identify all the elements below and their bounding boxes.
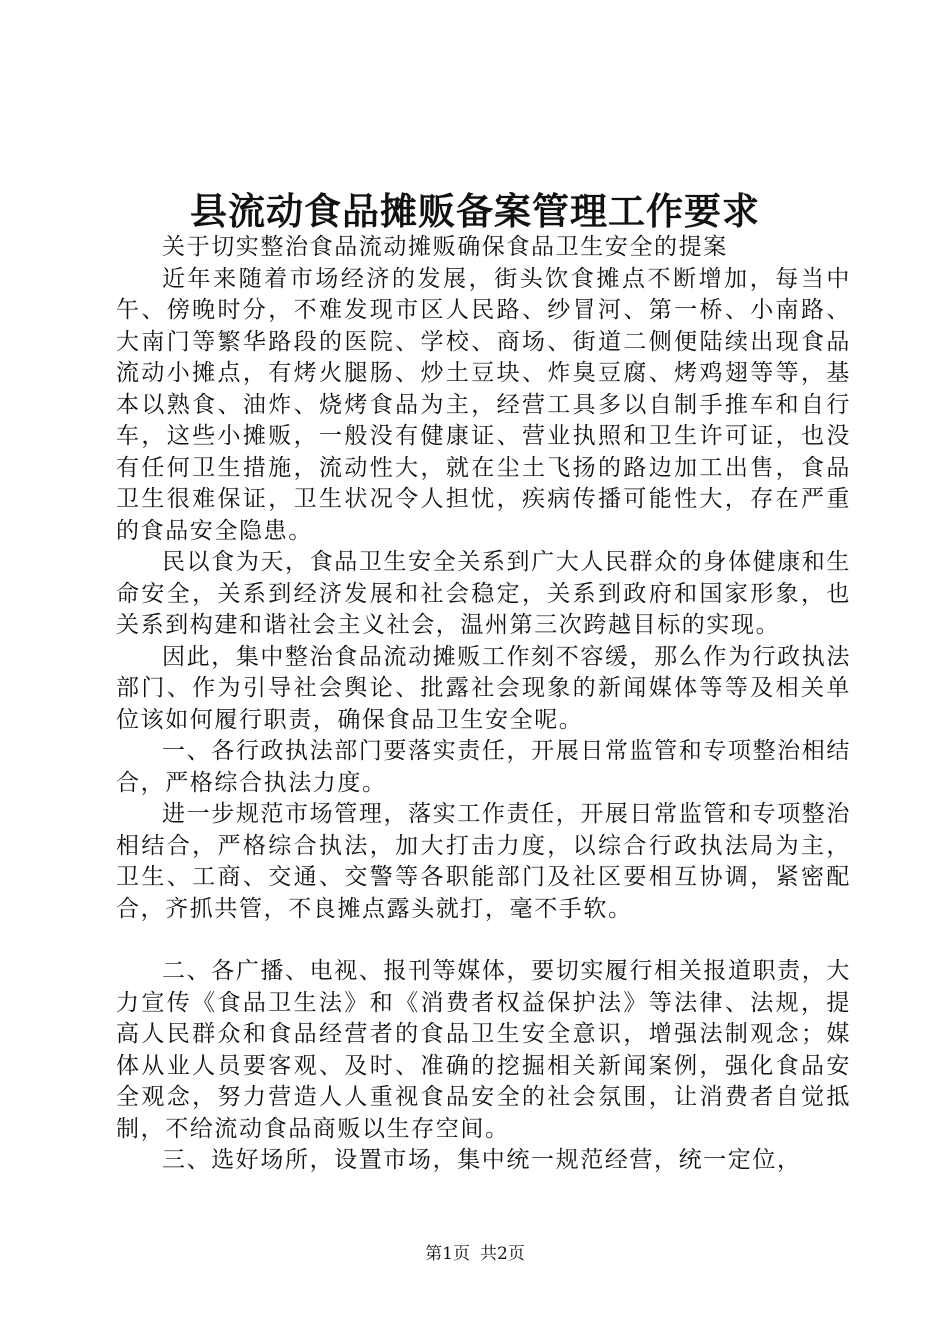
paragraph-subtitle: 关于切实整治食品流动摊贩确保食品卫生安全的提案 — [162, 234, 728, 260]
paragraph-question: 因此，集中整治食品流动摊贩工作刻不容缓，那么作为行政执法部门、作为引导社会舆论、批露社会现象的新闻媒体等等及相关单位该如何履行职责，确保食品卫生安全呢。 — [116, 643, 851, 733]
page-footer — [0, 1242, 950, 1266]
paragraph-background: 近年来随着市场经济的发展，街头饮食摊点不断增加，每当中午、傍晚时分，不难发现市区人民路、纱冒河、第一桥、小南路、大南门等繁华路段的医院、学校、商场、街道二侧便陆续出现食品流动小摊点，有烤火腿肠、炒土豆块、炸臭豆腐、烤鸡翅等等，基本以熟食、油炸、烧烤食品为主，经营工具多以自制手推车和自行车，这些小摊贩，一般没有健康证、营业执照和卫生许可证，也没有任何卫生措施，流动性大，就在尘土飞扬的路边加工出售，食品卫生很难保证，卫生状况令人担忧，疾病传播可能性大，存在严重的食品安全隐患。 — [116, 265, 851, 544]
paragraph-point-two: 二、各广播、电视、报刊等媒体，要切实履行相关报道职责，大力宣传《食品卫生法》和《消费者权益保护法》等法律、法规，提高人民群众和食品经营者的食品卫生安全意识，增强法制观念；媒体从业人员要客观、及时、准确的挖掘相关新闻案例，强化食品安全观念，努力营造人人重视食品安全的社会氛围，让消费者自觉抵制，不给流动食品商贩以生存空间。 — [116, 958, 851, 1142]
page-number: 第1页 — [425, 1244, 470, 1264]
document-body — [116, 232, 851, 1177]
paragraph-point-three: 三、选好场所，设置市场，集中统一规范经营，统一定位， — [162, 1147, 802, 1173]
paragraph-point-one: 一、各行政执法部门要落实责任，开展日常监管和专项整治相结合，严格综合执法力度。 — [116, 738, 851, 796]
paragraph-importance: 民以食为天，食品卫生安全关系到广大人民群众的身体健康和生命安全，关系到经济发展和社会稳定，关系到政府和国家形象，也关系到构建和谐社会主义社会，温州第三次跨越目标的实现。 — [116, 549, 851, 638]
document-title: 县流动食品摊贩备案管理工作要求 — [190, 189, 760, 233]
paragraph-point-one-detail: 进一步规范市场管理，落实工作责任，开展日常监管和专项整治相结合，严格综合执法，加大打击力度，以综合行政执法局为主，卫生、工商、交通、交警等各职能部门及社区要相互协调，紧密配合，齐抓共管，不良摊点露头就打，毫不手软。 — [116, 801, 851, 922]
page-total: 共2页 — [480, 1244, 525, 1264]
